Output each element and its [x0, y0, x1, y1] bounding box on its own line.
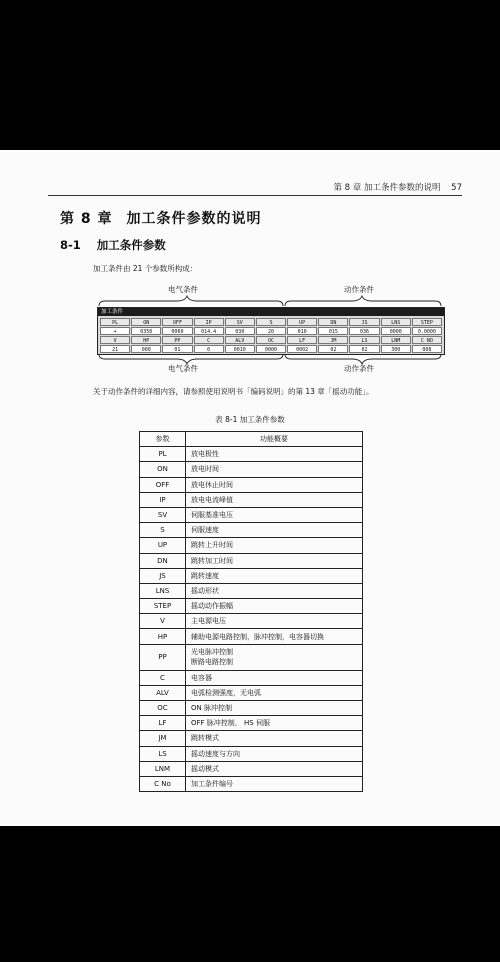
table-row [140, 599, 363, 614]
param-description [186, 776, 363, 791]
panel-cell: JM [318, 336, 348, 344]
param-description-line: 电容器 [191, 673, 212, 682]
panel-cell: JS [349, 318, 379, 326]
table-row [140, 685, 363, 700]
table-row [140, 583, 363, 598]
param-code: LNS [140, 583, 186, 598]
panel-cell: C [194, 336, 224, 344]
panel-cell: ON [131, 318, 161, 326]
param-code: LS [140, 746, 186, 761]
param-description-line: 跳转上升时间 [191, 541, 233, 550]
panel-cell: LF [287, 336, 317, 344]
param-description-line: 光电脉冲控制 [191, 648, 233, 657]
table-header-row [140, 432, 363, 447]
panel-cell: 036 [349, 327, 379, 335]
param-description-line: 摇动模式 [191, 764, 219, 773]
panel-cell: 015 [318, 327, 348, 335]
header-param: 参数 [140, 432, 186, 447]
param-code: IP [140, 492, 186, 507]
document-page [0, 150, 500, 826]
param-description [186, 583, 363, 598]
panel-cell: 0 [194, 345, 224, 353]
param-description-line: 主电源电压 [191, 617, 226, 626]
table-row [140, 568, 363, 583]
param-description-line: 摇动速度与方向 [191, 749, 240, 758]
panel-cell: 010 [287, 327, 317, 335]
section-heading [60, 237, 166, 253]
panel-cell: 300 [381, 345, 411, 353]
page-number: 57 [451, 183, 462, 193]
table-row [140, 670, 363, 685]
table-caption: 表 8-1 加工条件参数 [215, 415, 285, 424]
param-description [186, 507, 363, 522]
param-description [186, 716, 363, 731]
panel-cell: 21 [100, 345, 130, 353]
panel-cell: OC [256, 336, 286, 344]
panel-cell: 0060 [162, 327, 192, 335]
param-description-line: 电弧检测强度，无电弧 [191, 688, 261, 697]
param-description [186, 614, 363, 629]
panel-cell: SV [225, 318, 255, 326]
param-description [186, 447, 363, 462]
panel-cell: + [100, 327, 130, 335]
panel-cell: LNS [381, 318, 411, 326]
param-code: JM [140, 731, 186, 746]
param-code: SV [140, 507, 186, 522]
param-code: S [140, 523, 186, 538]
param-code: DN [140, 553, 186, 568]
panel-cell: UP [287, 318, 317, 326]
param-description-line: 伺服速度 [191, 526, 219, 535]
param-description [186, 629, 363, 644]
motion-label-bottom: 动作条件 [344, 364, 374, 373]
panel-cell: LS [349, 336, 379, 344]
param-description [186, 685, 363, 700]
param-code: OC [140, 701, 186, 716]
panel-title: 加工条件 [98, 308, 444, 316]
param-description-line: 放电电流峰值 [191, 495, 233, 504]
electrical-label-top: 电气条件 [168, 285, 198, 294]
param-description [186, 761, 363, 776]
panel-cell: 01 [162, 345, 192, 353]
table-row [140, 447, 363, 462]
param-description-line: ON 脉冲控制 [191, 704, 232, 713]
param-description [186, 701, 363, 716]
panel-cell: V [100, 336, 130, 344]
table-row [140, 523, 363, 538]
table-row [140, 538, 363, 553]
table-row [140, 746, 363, 761]
table-row [140, 644, 363, 670]
chapter-title: 加工条件参数的说明 [126, 211, 262, 227]
param-description [186, 746, 363, 761]
param-code: PP [140, 644, 186, 670]
panel-cell: PP [162, 336, 192, 344]
panel-cell: 030 [225, 327, 255, 335]
panel-cell: 0010 [225, 345, 255, 353]
table-row [140, 776, 363, 791]
param-description-line: 放电时间 [191, 465, 219, 474]
param-description-line: 加工条件编号 [191, 780, 233, 789]
param-description-line: 伺服基准电压 [191, 511, 233, 520]
chapter-heading [60, 208, 262, 228]
table-row [140, 614, 363, 629]
motion-label-top: 动作条件 [344, 285, 374, 294]
panel-grid [98, 316, 444, 353]
top-brace [97, 295, 443, 307]
table-row [140, 477, 363, 492]
header-function: 功能概要 [186, 432, 363, 447]
panel-cell: 0.0000 [412, 327, 442, 335]
param-code: STEP [140, 599, 186, 614]
param-description-line: 跳转模式 [191, 734, 219, 743]
panel-cell: S [256, 318, 286, 326]
param-description-line: OFF 脉冲控制， HS 伺服 [191, 719, 270, 728]
table-row [140, 553, 363, 568]
table-row [140, 731, 363, 746]
param-code: PL [140, 447, 186, 462]
chapter-number: 第 8 章 [60, 211, 113, 227]
electrical-label-bottom: 电气条件 [168, 364, 198, 373]
param-description-line: 摇动形状 [191, 586, 219, 595]
panel-cell: STEP [412, 318, 442, 326]
table-row [140, 492, 363, 507]
panel-cell: 000 [131, 345, 161, 353]
running-header [333, 181, 462, 193]
parameter-table [139, 431, 363, 792]
param-description-line: 跳转加工时间 [191, 556, 233, 565]
panel-cell: 008 [412, 345, 442, 353]
param-description [186, 731, 363, 746]
panel-cell: OFF [162, 318, 192, 326]
param-description [186, 644, 363, 670]
param-code: LF [140, 716, 186, 731]
param-code: C [140, 670, 186, 685]
panel-cell: 02 [349, 345, 379, 353]
header-rule [48, 195, 462, 196]
panel-cell: 0000 [256, 345, 286, 353]
param-code: C No [140, 776, 186, 791]
panel-cell: 0000 [381, 327, 411, 335]
param-description [186, 477, 363, 492]
param-description [186, 523, 363, 538]
param-description-line: 辅助电源电路控制，脉冲控制，电容器切换 [191, 632, 324, 641]
panel-cell: C NO [412, 336, 442, 344]
section-number: 8-1 [60, 238, 81, 252]
param-code: V [140, 614, 186, 629]
param-description [186, 538, 363, 553]
param-code: ALV [140, 685, 186, 700]
param-code: OFF [140, 477, 186, 492]
panel-cell: ALV [225, 336, 255, 344]
panel-cell: DN [318, 318, 348, 326]
param-code: JS [140, 568, 186, 583]
panel-cell: PL [100, 318, 130, 326]
table-row [140, 507, 363, 522]
param-description-line: 跳转速度 [191, 571, 219, 580]
param-description [186, 553, 363, 568]
param-code: UP [140, 538, 186, 553]
param-description-line: 断路电路控制 [191, 658, 233, 667]
table-row [140, 629, 363, 644]
panel-cell: IP [194, 318, 224, 326]
param-description [186, 492, 363, 507]
param-description-line: 摇动动作振幅 [191, 602, 233, 611]
param-description-line: 放电休止时间 [191, 480, 233, 489]
panel-cell: HP [131, 336, 161, 344]
condition-panel [97, 307, 445, 355]
panel-cell: 20 [256, 327, 286, 335]
section-title: 加工条件参数 [96, 238, 166, 252]
panel-cell: 0002 [287, 345, 317, 353]
param-description [186, 462, 363, 477]
panel-cell: 0350 [131, 327, 161, 335]
param-description [186, 670, 363, 685]
table-row [140, 701, 363, 716]
panel-cell: 014.4 [194, 327, 224, 335]
param-description [186, 568, 363, 583]
running-header-title: 第 8 章 加工条件参数的说明 [333, 183, 441, 193]
bottom-brace [97, 353, 443, 365]
param-code: LNM [140, 761, 186, 776]
param-description-line: 放电极性 [191, 450, 219, 459]
param-code: ON [140, 462, 186, 477]
reference-note: 关于动作条件的详细内容，请参照使用说明书「编码说明」的第 13 章「摇动功能」。 [93, 387, 374, 396]
table-row [140, 716, 363, 731]
table-row [140, 462, 363, 477]
table-row [140, 761, 363, 776]
param-code: HP [140, 629, 186, 644]
param-description [186, 599, 363, 614]
panel-cell: 02 [318, 345, 348, 353]
panel-cell: LNM [381, 336, 411, 344]
intro-text: 加工条件由 21 个参数所构成： [93, 264, 198, 273]
